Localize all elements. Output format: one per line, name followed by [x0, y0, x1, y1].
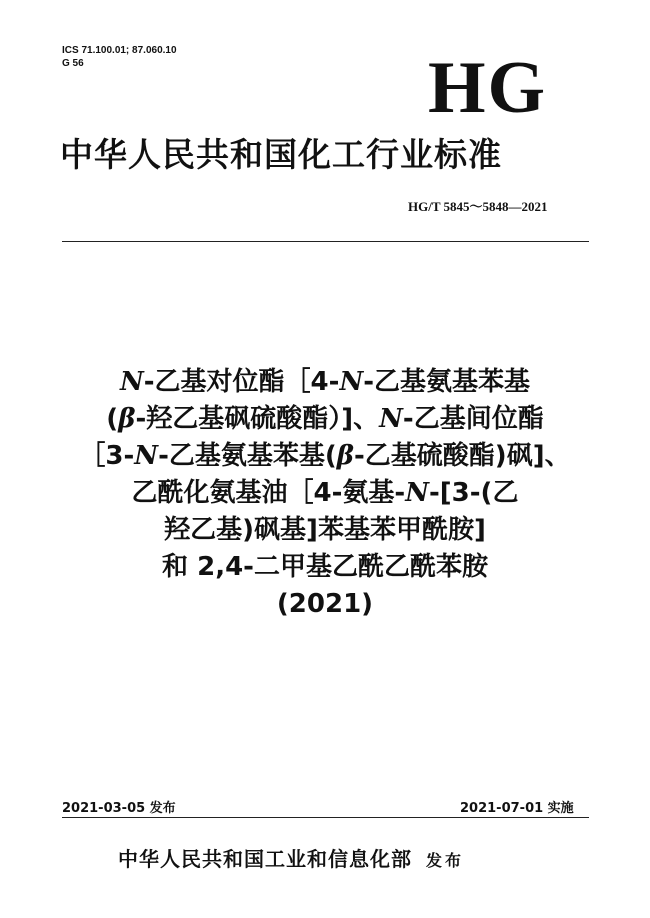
- bottom-divider: [62, 817, 589, 818]
- title-line-6: 和 2,4-二甲基乙酰乙酰苯胺: [162, 552, 488, 582]
- standard-title: 中华人民共和国化工行业标准: [60, 135, 502, 174]
- title-line-4: 乙酰化氨基油［4-氨基-N-[3-(乙: [131, 478, 519, 508]
- title-line-5: 羟乙基)砜基]苯基苯甲酰胺]: [164, 515, 486, 545]
- implement-date: 2021-07-01 实施: [460, 801, 574, 816]
- issuer: [118, 843, 464, 872]
- title-line-3: ［3-N-乙基氨基苯基(β-乙基硫酸酯)砜]、: [79, 441, 571, 471]
- ccs-code: G 56: [62, 58, 84, 69]
- issuer-name: 中华人民共和国工业和信息化部: [118, 847, 412, 871]
- title-line-2: (β-羟乙基砜硫酸酯）]、N-乙基间位酯: [106, 404, 544, 434]
- publish-date: 2021-03-05 发布: [62, 801, 176, 816]
- ics-classification: [62, 44, 177, 70]
- standard-code: HG/T 5845～5848—2021: [408, 199, 548, 214]
- issuer-action: 发布: [426, 851, 465, 870]
- document-title: [50, 364, 600, 623]
- title-year: (2021): [276, 589, 374, 619]
- title-line-1: N-乙基对位酯［4-N-乙基氨基苯基: [119, 367, 530, 397]
- hg-logo: HG: [428, 47, 548, 129]
- ics-code: ICS 71.100.01; 87.060.10: [62, 45, 177, 56]
- top-divider: [62, 241, 589, 242]
